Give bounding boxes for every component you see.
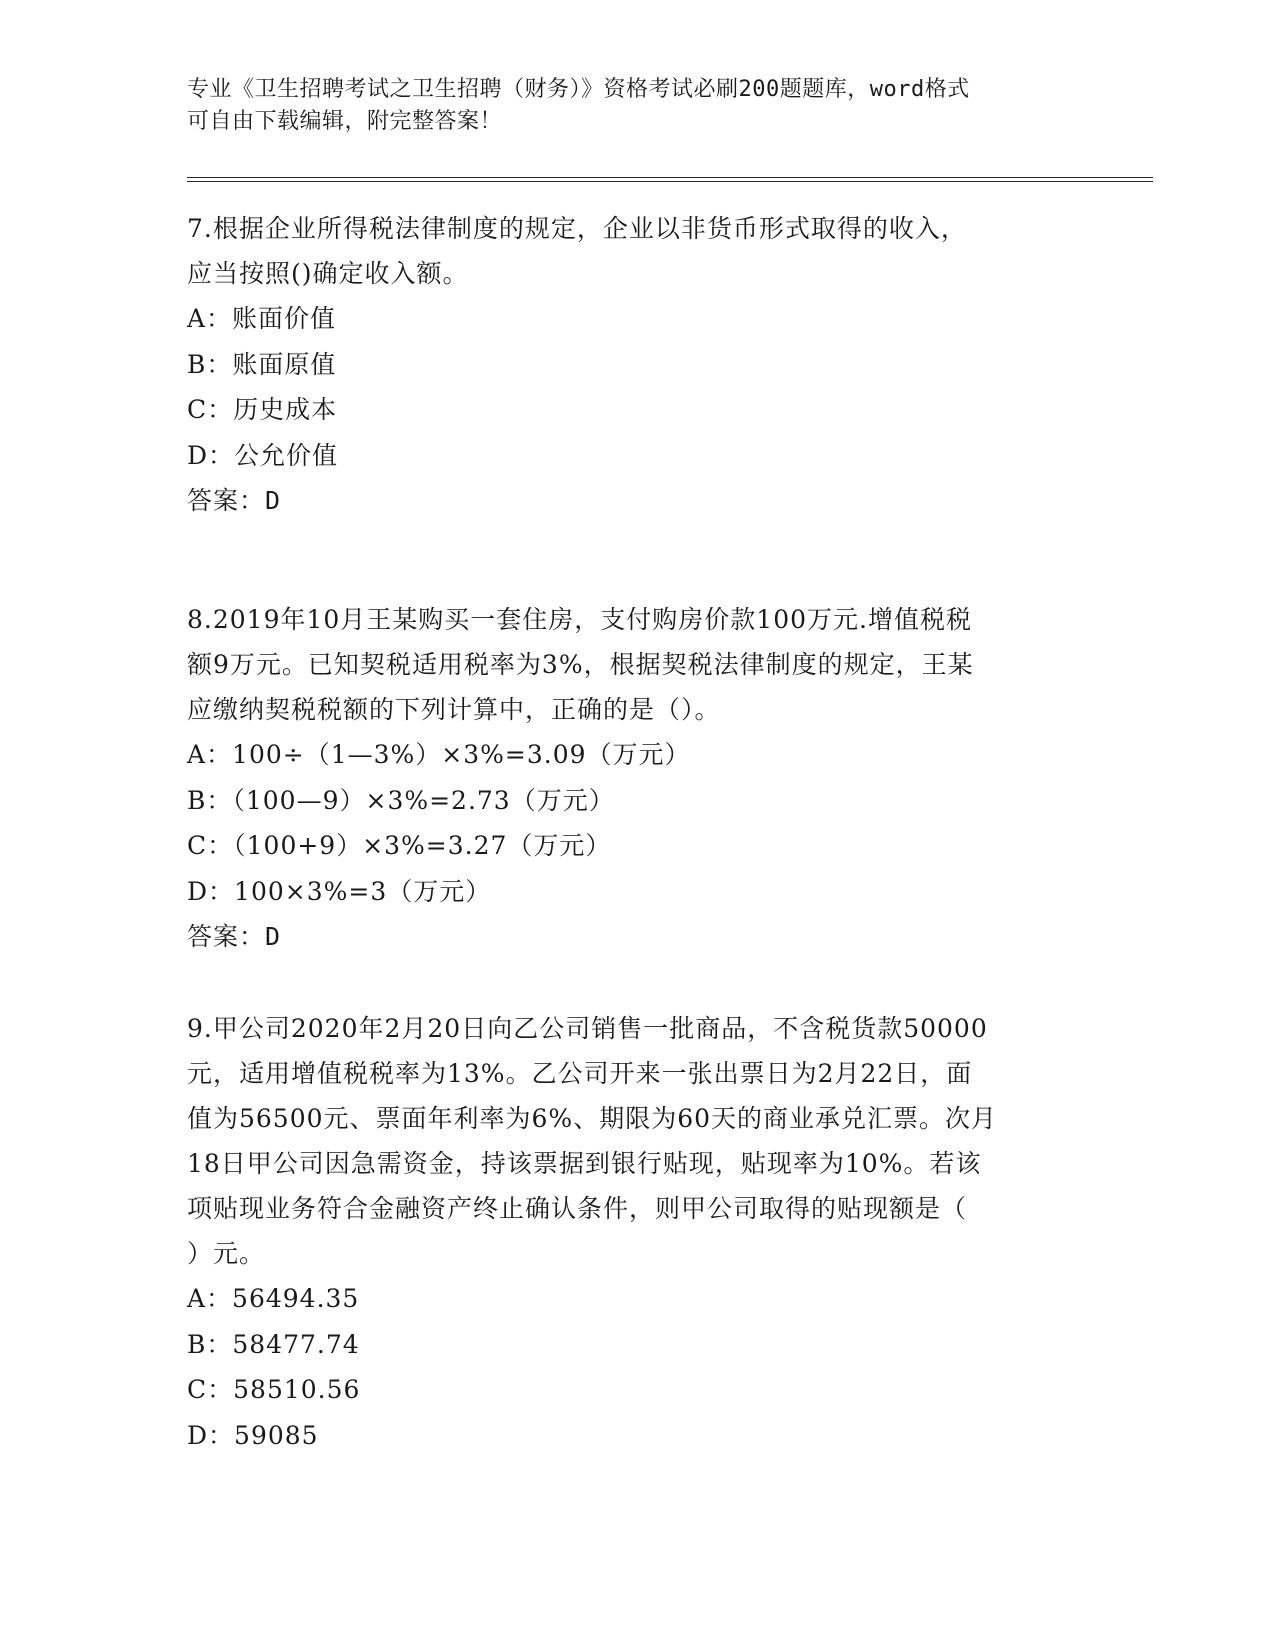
- question-text: 应缴纳契税税额的下列计算中，正确的是（）。: [187, 695, 721, 724]
- header-line: 专业《卫生招聘考试之卫生招聘（财务）》资格考试必刷200题题库，word格式: [187, 77, 970, 102]
- question-block: [187, 1006, 1087, 1458]
- option-d: D：59085: [187, 1420, 319, 1450]
- header-divider: [187, 181, 1153, 182]
- option-a: A：56494.35: [187, 1284, 360, 1313]
- header-divider: [187, 177, 1153, 178]
- option-b: B：58477.74: [187, 1329, 360, 1359]
- document-header: [187, 74, 1067, 138]
- question-block: [187, 206, 1087, 523]
- option-c: C：历史成本: [187, 395, 338, 424]
- question-text: 值为56500元、票面年利率为6%、期限为60天的商业承兑汇票。次月: [187, 1104, 998, 1133]
- option-c: C：（100+9）×3%=3.27（万元）: [187, 831, 612, 860]
- question-text: 项贴现业务符合金融资产终止确认条件，则甲公司取得的贴现额是（: [187, 1194, 968, 1223]
- question-text: 应当按照()确定收入额。: [187, 259, 469, 288]
- question-text: 7.根据企业所得税法律制度的规定，企业以非货币形式取得的收入，: [187, 214, 967, 243]
- option-b: B：（100—9）×3%=2.73（万元）: [187, 785, 615, 815]
- question-text: 18日甲公司因急需资金，持该票据到银行贴现，贴现率为10%。若该: [187, 1149, 982, 1178]
- answer-text: 答案：D: [187, 486, 282, 515]
- answer-text: 答案：D: [187, 922, 282, 951]
- option-d: D：公允价值: [187, 440, 339, 470]
- option-c: C：58510.56: [187, 1375, 361, 1404]
- option-a: A：账面价值: [187, 304, 337, 333]
- option-a: A：100÷（1—3%）×3%=3.09（万元）: [187, 740, 691, 769]
- header-line: 可自由下载编辑，附完整答案！: [187, 109, 503, 134]
- option-b: B：账面原值: [187, 349, 337, 379]
- question-text: 额9万元。已知契税适用税率为3%，根据契税法律制度的规定，王某: [187, 650, 974, 679]
- question-text: 元，适用增值税税率为13%。乙公司开来一张出票日为2月22日，面: [187, 1059, 973, 1088]
- question-text: 8.2019年10月王某购买一套住房，支付购房价款100万元.增值税税: [187, 605, 972, 634]
- question-text: ）元。: [187, 1239, 266, 1268]
- question-text: 9.甲公司2020年2月20日向乙公司销售一批商品，不含税货款50000: [187, 1014, 988, 1043]
- question-block: [187, 597, 1087, 959]
- option-d: D：100×3%=3（万元）: [187, 876, 492, 906]
